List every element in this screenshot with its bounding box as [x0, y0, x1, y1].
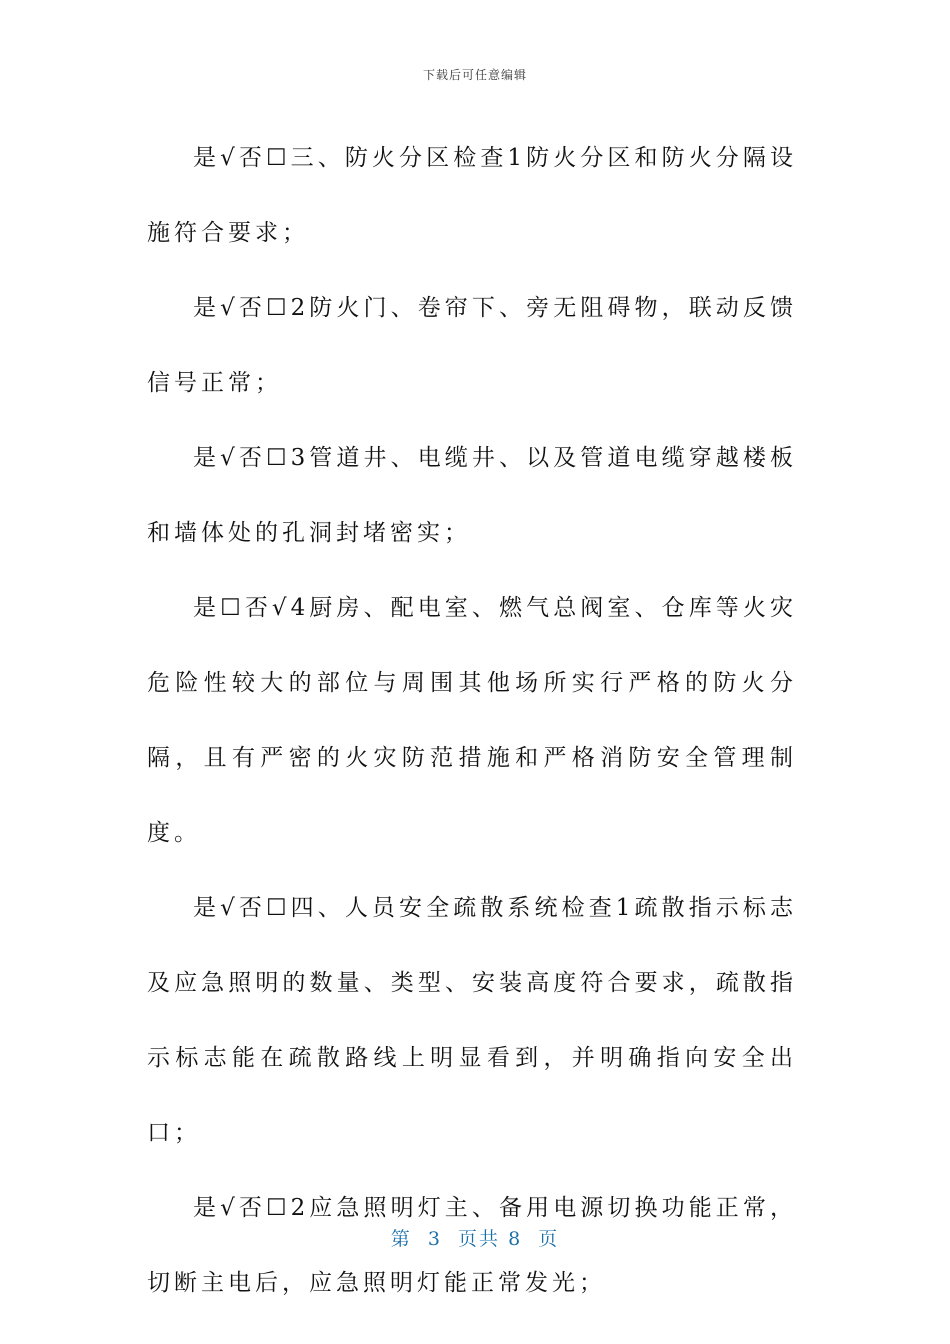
- footer-prefix: 第: [390, 1228, 412, 1250]
- paragraph-shaft-sealing: 是√否☐3管道井、电缆井、以及管道电缆穿越楼板和墙体处的孔洞封堵密实；: [147, 445, 797, 546]
- footer-total-pages: 8: [508, 1228, 523, 1250]
- document-body: [147, 121, 797, 1321]
- footer-current-page: 3: [427, 1228, 442, 1250]
- footer-middle: 页共: [458, 1228, 501, 1250]
- paragraph-fire-zone-facilities: 是√否☐三、防火分区检查1防火分区和防火分隔设施符合要求；: [147, 145, 797, 246]
- paragraph-emergency-lighting: 是√否☐2应急照明灯主、备用电源切换功能正常，切断主电后，应急照明灯能正常发光；: [147, 1195, 797, 1296]
- page-footer: [0, 1224, 950, 1251]
- paragraph-hazard-areas: 是☐否√4厨房、配电室、燃气总阀室、仓库等火灾危险性较大的部位与周围其他场所实行严格的防火分隔，且有严密的火灾防范措施和严格消防安全管理制度。: [147, 595, 797, 846]
- paragraph-evacuation-signs: 是√否☐四、人员安全疏散系统检查1疏散指示标志及应急照明的数量、类型、安装高度符合要求，疏散指示标志能在疏散路线上明显看到，并明确指向安全出口；: [147, 895, 797, 1146]
- footer-suffix: 页: [538, 1228, 560, 1250]
- paragraph-fire-doors: 是√否☐2防火门、卷帘下、旁无阻碍物，联动反馈信号正常；: [147, 295, 797, 396]
- page-header: 下载后可任意编辑: [422, 68, 527, 82]
